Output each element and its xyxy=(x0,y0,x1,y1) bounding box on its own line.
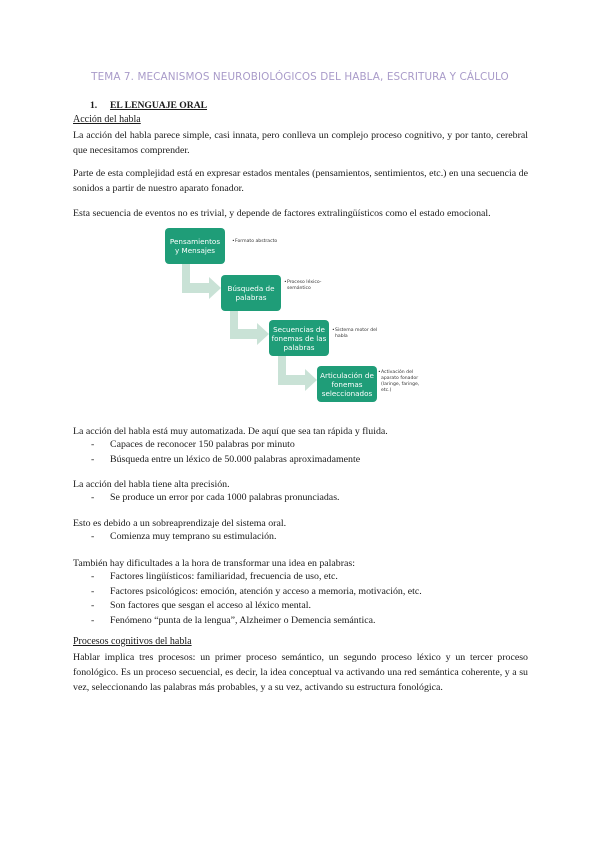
list-item: - Comienza muy temprano su estimulación. xyxy=(91,531,277,542)
step-box-articulacion: Articulación de fonemas seleccionados xyxy=(317,366,377,402)
list-item: - Se produce un error por cada 1000 palabras pronunciadas. xyxy=(91,492,340,503)
page-title: TEMA 7. MECANISMOS NEUROBIOLÓGICOS DEL HABLA, ESCRITURA Y CÁLCULO xyxy=(91,71,509,83)
list-item: - Capaces de reconocer 150 palabras por minuto xyxy=(91,439,295,450)
paragraph-4: La acción del habla está muy automatizada. De aquí que sea tan rápida y fluida. xyxy=(73,426,388,437)
list-item: - Búsqueda entre un léxico de 50.000 palabras aproximadamente xyxy=(91,453,361,465)
section-number: 1. xyxy=(90,100,98,111)
step-note-4: • Activación del aparato fonador (laringe, faringe, etc.) xyxy=(378,370,420,393)
paragraph-5: La acción del habla tiene alta precisión. xyxy=(73,479,230,490)
bullet-list-3 xyxy=(73,530,276,545)
subheading-accion-habla: Acción del habla xyxy=(73,114,141,125)
bullet-list-1 xyxy=(73,438,360,467)
paragraph-1: La acción del habla parece simple, casi innata, pero conlleva un complejo proceso cognitivo, y por tanto, cerebral que necesitamos comprender. xyxy=(73,130,528,156)
step-box-pensamientos: Pensamientos y Mensajes xyxy=(165,228,225,264)
flow-arrow-3 xyxy=(273,356,321,392)
step-box-secuencias: Secuencias de fonemas de las palabras xyxy=(269,320,329,356)
step-note-2: • Proceso léxico-semántico xyxy=(284,280,322,291)
list-item: - Fenómeno “punta de la lengua”, Alzheimer o Demencia semántica. xyxy=(91,614,376,626)
list-item: - Son factores que sesgan el acceso al léxico mental. xyxy=(91,600,311,612)
list-item: - Factores psicológicos: emoción, atención y acceso a memoria, motivación, etc. xyxy=(91,585,422,597)
section-heading xyxy=(90,100,207,111)
list-item: - Factores lingüísticos: familiaridad, frecuencia de uso, etc. xyxy=(91,571,338,582)
flow-arrow-1 xyxy=(177,264,225,300)
paragraph-2: Parte de esta complejidad está en expresar estados mentales (pensamientos, sentimientos, etc.) en una secuencia de sonidos a partir de nuestro aparato fonador. xyxy=(73,168,528,194)
speech-process-diagram xyxy=(165,228,430,408)
paragraph-7: También hay dificultades a la hora de transformar una idea en palabras: xyxy=(73,558,355,569)
paragraph-6: Esto es debido a un sobreaprendizaje del sistema oral. xyxy=(73,518,287,529)
subheading-procesos-cognitivos: Procesos cognitivos del habla xyxy=(73,636,192,647)
paragraph-3: Esta secuencia de eventos no es trivial, y depende de factores extralingüísticos como el estado emocional. xyxy=(73,208,491,219)
step-note-1: • Formato abstracto xyxy=(232,239,278,244)
bullet-list-4 xyxy=(73,570,422,628)
bullet-list-2 xyxy=(73,491,340,506)
section-label: EL LENGUAJE ORAL xyxy=(110,100,208,111)
paragraph-8: Hablar implica tres procesos: un primer proceso semántico, un segundo proceso léxico y un tercer proceso fonológico. Es un proceso secuencial, es decir, la idea conceptual va activando una red semántica coherente, y a su vez, seleccionando las palabras más probables, y a su vez, activando su estructura fonológica. xyxy=(73,652,528,693)
step-box-busqueda: Búsqueda de palabras xyxy=(221,275,281,311)
step-note-3: • Sistema motor del habla xyxy=(332,328,378,339)
flow-arrow-2 xyxy=(225,310,273,346)
